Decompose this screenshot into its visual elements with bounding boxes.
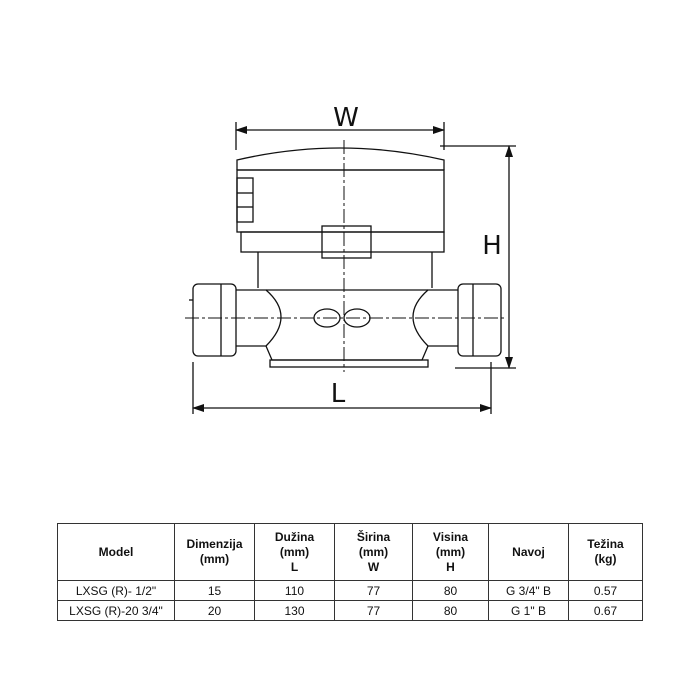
table-row — [58, 581, 643, 601]
clamp-ring — [241, 232, 444, 252]
meter-lid — [237, 148, 444, 170]
cell-height: 80 — [413, 581, 489, 601]
header-length: Dužina (mm) L — [255, 524, 335, 581]
header-model: Model — [58, 524, 175, 581]
cell-thread: G 3/4" B — [489, 581, 569, 601]
header-width: Širina (mm) W — [335, 524, 413, 581]
cell-dimension: 15 — [175, 581, 255, 601]
header-dimension: Dimenzija (mm) — [175, 524, 255, 581]
register-body — [237, 170, 444, 232]
cell-model: LXSG (R)-20 3/4" — [58, 601, 175, 621]
header-thread: Navoj — [489, 524, 569, 581]
body-bottom — [266, 346, 428, 360]
cell-width: 77 — [335, 601, 413, 621]
cell-height: 80 — [413, 601, 489, 621]
specification-table — [57, 523, 643, 621]
table-header-row — [58, 524, 643, 581]
lock-tab — [237, 178, 253, 222]
cell-weight: 0.67 — [569, 601, 643, 621]
base-plate — [270, 360, 428, 367]
outlet-nut-right — [458, 284, 501, 356]
table-row — [58, 601, 643, 621]
cell-width: 77 — [335, 581, 413, 601]
cell-dimension: 20 — [175, 601, 255, 621]
label-h: H — [482, 231, 502, 261]
header-height: Visina (mm) H — [413, 524, 489, 581]
header-weight: Težina (kg) — [569, 524, 643, 581]
inlet-nut-left — [193, 284, 236, 356]
cell-thread: G 1" B — [489, 601, 569, 621]
cell-length: 110 — [255, 581, 335, 601]
label-l: L — [330, 379, 346, 409]
cell-model: LXSG (R)- 1/2" — [58, 581, 175, 601]
cell-weight: 0.57 — [569, 581, 643, 601]
cell-length: 130 — [255, 601, 335, 621]
clamp-nut — [322, 226, 371, 258]
label-w: W — [333, 103, 359, 133]
